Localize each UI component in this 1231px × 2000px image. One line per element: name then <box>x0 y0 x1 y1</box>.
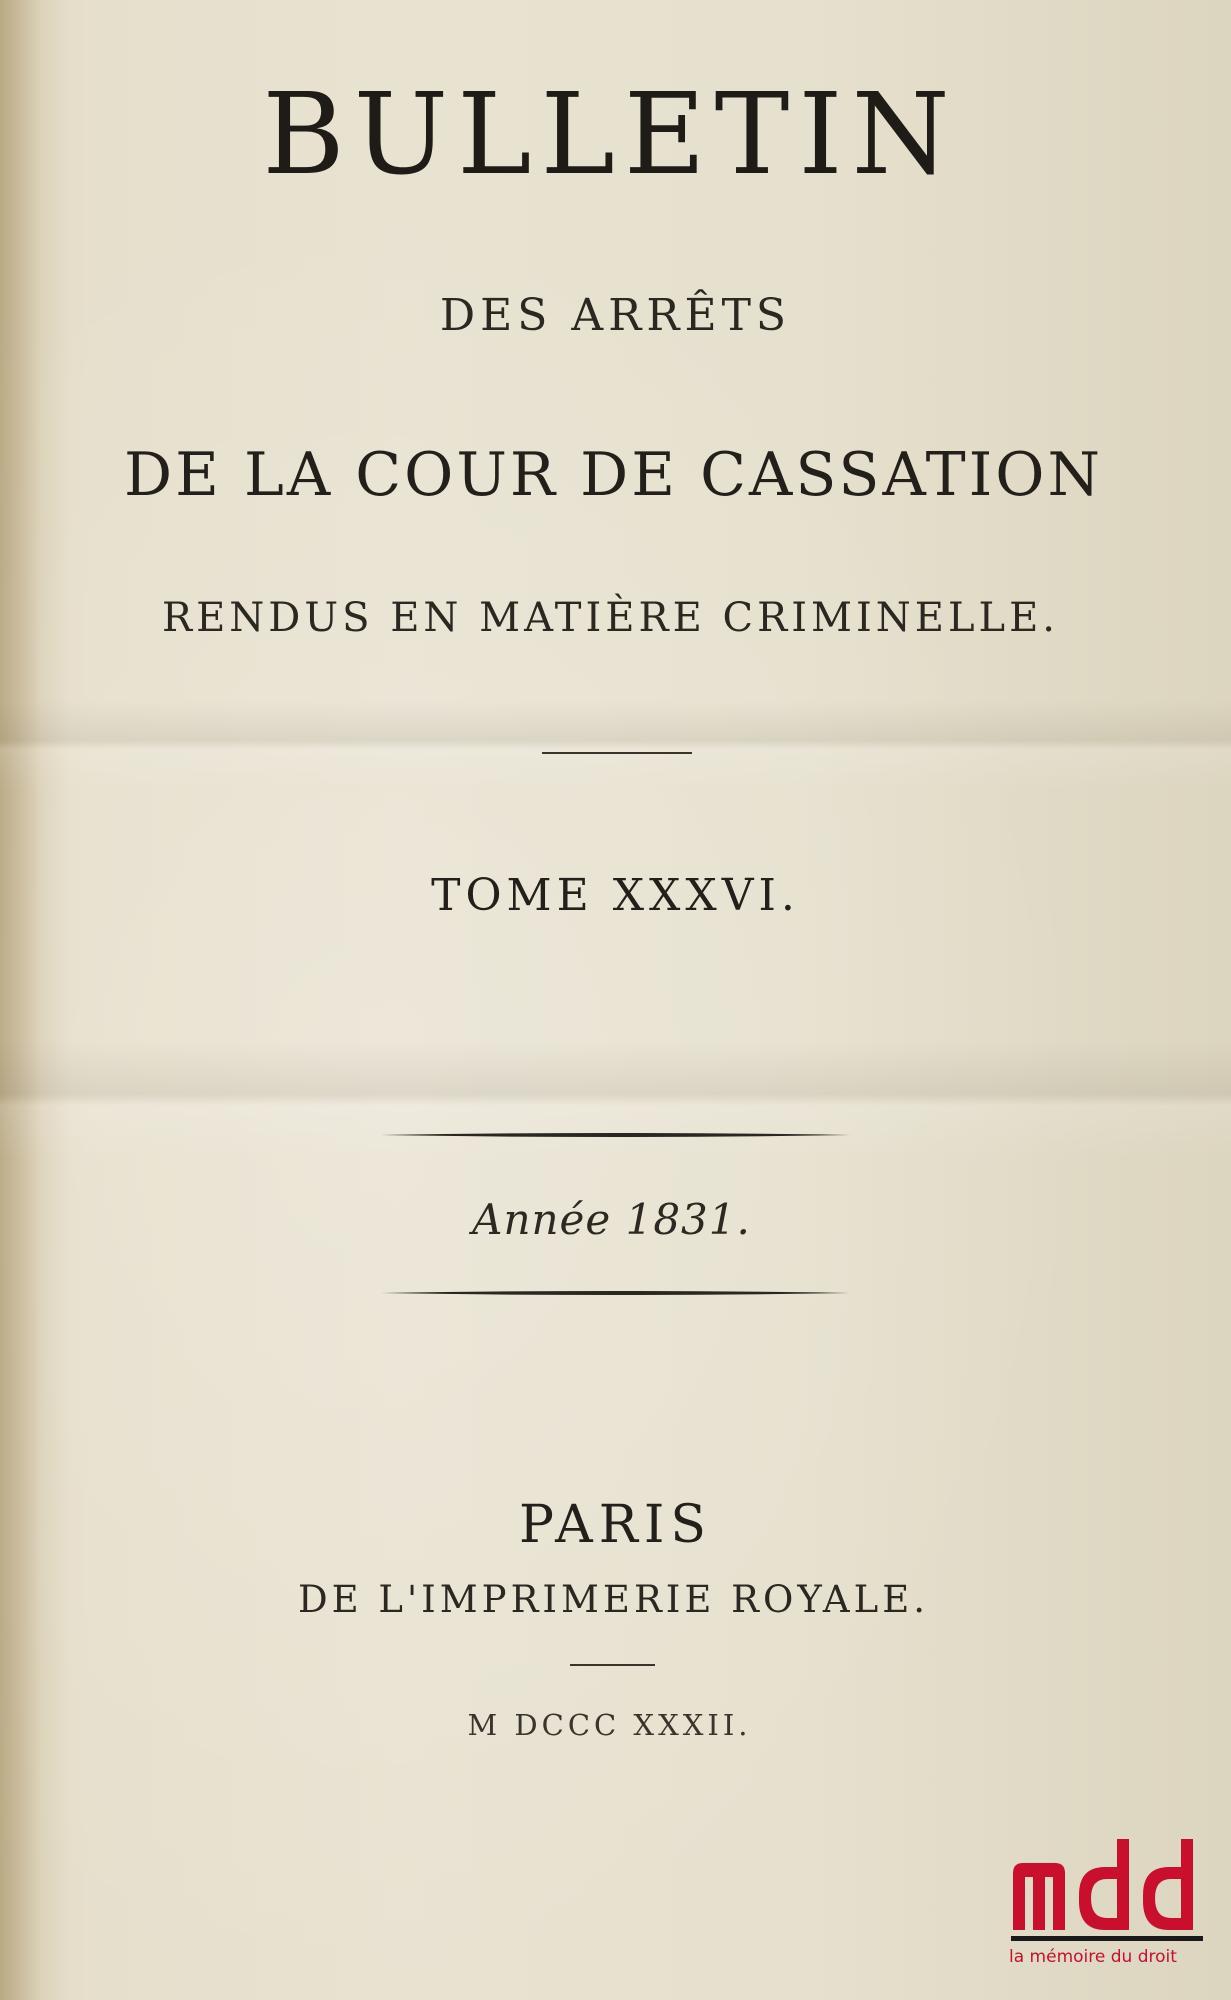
ornamental-rule-bottom <box>380 1290 850 1296</box>
mdd-logo-tagline: la mémoire du droit <box>1009 1947 1177 1967</box>
subtitle-matiere-criminelle: RENDUS EN MATIÈRE CRIMINELLE. <box>161 595 1059 641</box>
paper-fold <box>0 1040 1231 1160</box>
volume-number: TOME XXXVI. <box>431 870 800 921</box>
paper-fold <box>0 700 1231 790</box>
divider-mini <box>570 1664 655 1666</box>
mdd-logo <box>1005 1835 1215 1985</box>
mdd-logo-mark <box>1005 1835 1215 1935</box>
year-line: Année 1831. <box>472 1195 751 1244</box>
book-title: BULLETIN <box>262 70 959 200</box>
subtitle-des-arrets: DES ARRÊTS <box>439 290 792 341</box>
subtitle-cour-de-cassation: DE LA COUR DE CASSATION <box>124 440 1103 510</box>
place-of-publication: PARIS <box>518 1495 713 1555</box>
divider-short <box>542 752 692 754</box>
publisher: DE L'IMPRIMERIE ROYALE. <box>298 1578 929 1621</box>
publication-date: M DCCC XXXII. <box>467 1708 752 1742</box>
ornamental-rule-top <box>380 1132 850 1138</box>
mdd-logo-underline <box>1011 1936 1203 1941</box>
